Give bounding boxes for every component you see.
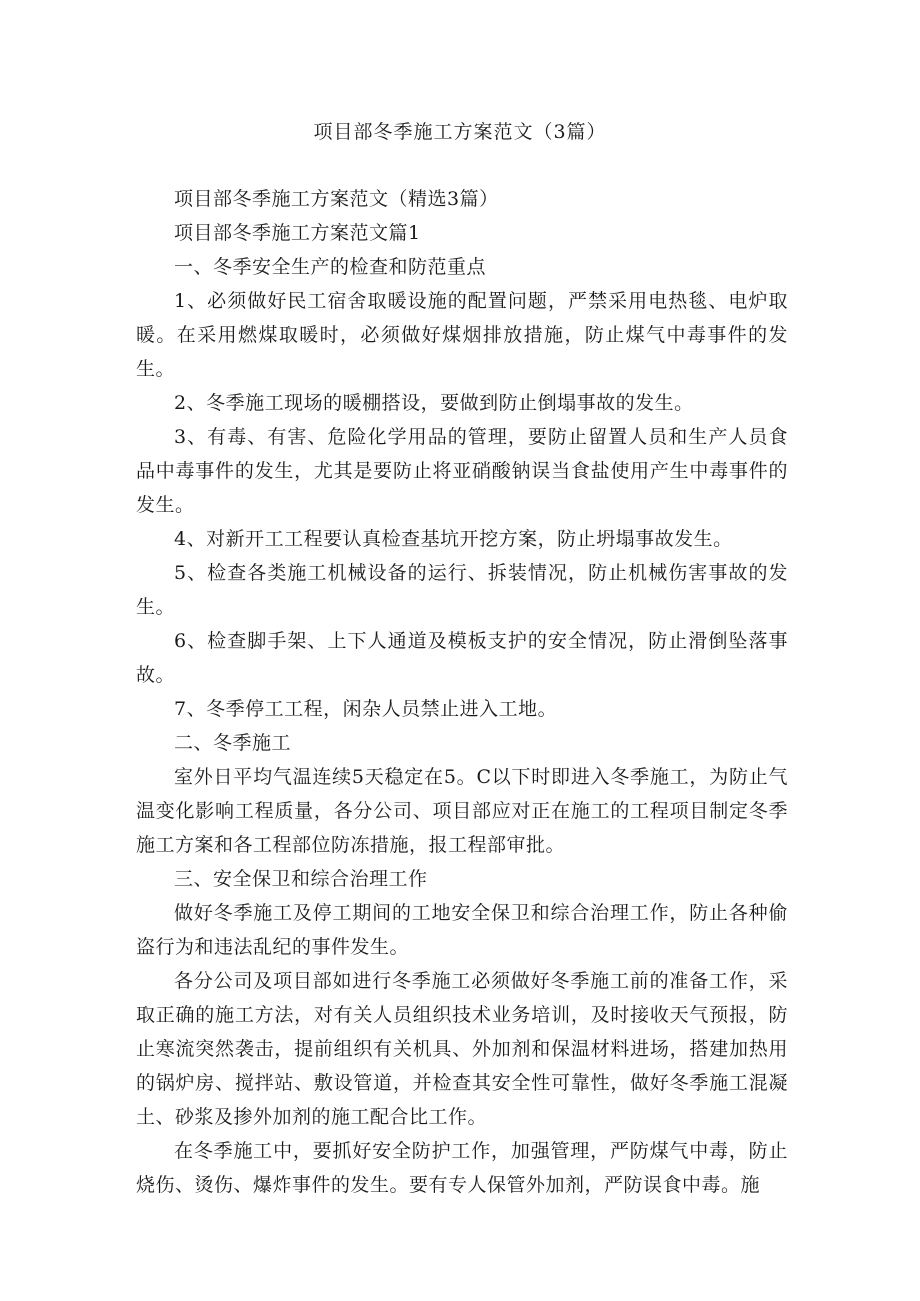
- subtitle-paragraph: 项目部冬季施工方案范文（精选3篇）: [174, 188, 499, 210]
- body-paragraph: 4、对新开工工程要认真检查基坑开挖方案，防止坍塌事故发生。: [174, 528, 733, 550]
- body-paragraph: 5、检查各类施工机械设备的运行、拆装情况，防止机械伤害事故的发生。: [136, 562, 788, 618]
- heading-2-paragraph: 二、冬季施工: [174, 732, 292, 754]
- body-paragraph: 7、冬季停工工程，闲杂人员禁止进入工地。: [174, 698, 558, 720]
- document-title: 项目部冬季施工方案范文（3篇）: [313, 121, 607, 143]
- body-paragraph: 各分公司及项目部如进行冬季施工必须做好冬季施工前的准备工作，采取正确的施工方法，对有关人员组织技术业务培训，及时接收天气预报，防止寒流突然袭击，提前组织有关机具、外加剂和保温材料进场，搭建加热用的锅炉房、搅拌站、敷设管道，并检查其安全性可靠性，做好冬季施工混凝土、砂浆及掺外加剂的施工配合比工作。: [136, 970, 788, 1128]
- body-paragraph: 室外日平均气温连续5天稳定在5。C以下时即进入冬季施工，为防止气温变化影响工程质量，各分公司、项目部应对正在施工的工程项目制定冬季施工方案和各工程部位防冻措施，报工程部审批。: [136, 766, 788, 856]
- body-paragraph: 3、有毒、有害、危险化学用品的管理，要防止留置人员和生产人员食品中毒事件的发生，尤其是要防止将亚硝酸钠误当食盐使用产生中毒事件的发生。: [136, 426, 788, 516]
- body-paragraph: 6、检查脚手架、上下人通道及模板支护的安全情况，防止滑倒坠落事故。: [136, 630, 788, 686]
- heading-3-paragraph: 三、安全保卫和综合治理工作: [174, 868, 428, 890]
- body-paragraph: 2、冬季施工现场的暖棚搭设，要做到防止倒塌事故的发生。: [174, 392, 694, 414]
- body-paragraph: 在冬季施工中，要抓好安全防护工作，加强管理，严防煤气中毒，防止烧伤、烫伤、爆炸事件的发生。要有专人保管外加剂，严防误食中毒。施: [136, 1140, 788, 1196]
- body-paragraph: 做好冬季施工及停工期间的工地安全保卫和综合治理工作，防止各种偷盗行为和违法乱纪的事件发生。: [136, 902, 788, 958]
- document-body: [136, 182, 788, 1202]
- heading-1-paragraph: 一、冬季安全生产的检查和防范重点: [174, 256, 487, 278]
- section-title-paragraph: 项目部冬季施工方案范文篇1: [174, 222, 421, 244]
- body-paragraph: 1、必须做好民工宿舍取暖设施的配置问题，严禁采用电热毯、电炉取暖。在采用燃煤取暖时，必须做好煤烟排放措施，防止煤气中毒事件的发生。: [136, 290, 788, 380]
